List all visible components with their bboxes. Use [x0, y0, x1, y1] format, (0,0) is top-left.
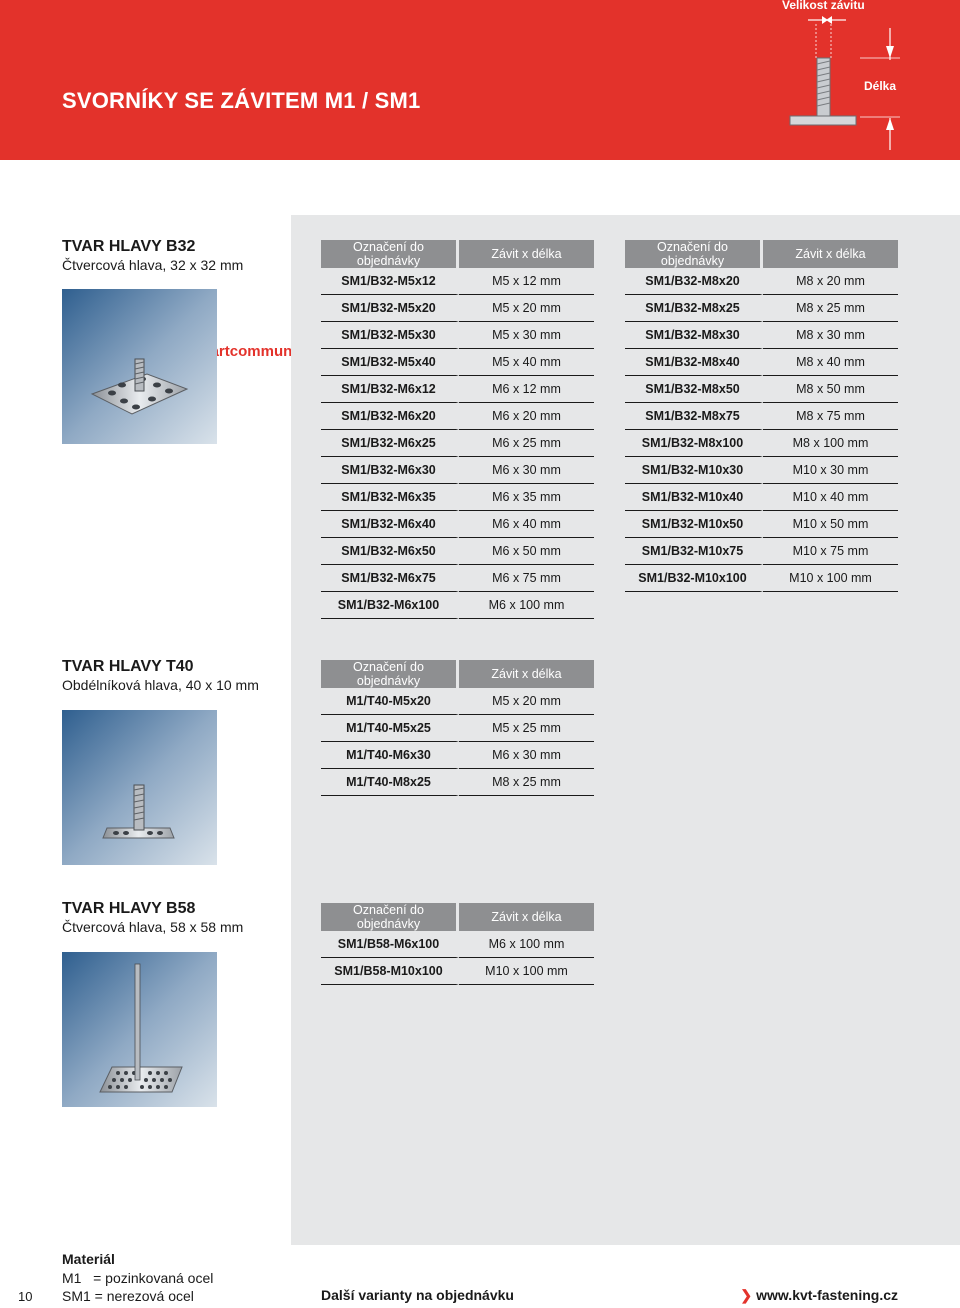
order-code-cell: M1/T40-M5x20: [321, 688, 459, 715]
order-code-cell: SM1/B32-M6x75: [321, 565, 459, 592]
size-cell: M5 x 20 mm: [459, 688, 594, 715]
material-legend: [62, 1250, 213, 1306]
table-row: [321, 511, 594, 538]
order-code-cell: SM1/B32-M6x40: [321, 511, 459, 538]
section-subtitle-t40: Obdélníková hlava, 40 x 10 mm: [62, 677, 259, 693]
size-cell: M6 x 50 mm: [459, 538, 594, 565]
table-row: [625, 430, 898, 457]
header-banner: [0, 0, 960, 160]
table-header-row: [321, 660, 594, 688]
website-link[interactable]: [740, 1287, 898, 1304]
section-title-t40: TVAR HLAVY T40: [62, 658, 194, 675]
3d-data-link[interactable]: http://kvt.partcommunity.com: [133, 343, 344, 360]
order-code-cell: SM1/B32-M10x75: [625, 538, 763, 565]
column-header-code: Označení do objednávky: [625, 240, 763, 268]
column-header-size: Závit x délka: [459, 240, 594, 268]
order-code-cell: SM1/B32-M6x12: [321, 376, 459, 403]
table-header-row: [625, 240, 898, 268]
more-variants-note: Další varianty na objednávku: [321, 1287, 514, 1303]
size-cell: M5 x 25 mm: [459, 715, 594, 742]
order-code-cell: M1/T40-M8x25: [321, 769, 459, 796]
order-code-cell: SM1/B32-M5x30: [321, 322, 459, 349]
material-line-m1: M1 = pozinkovaná ocel: [62, 1269, 214, 1286]
table-row: [625, 403, 898, 430]
order-code-cell: SM1/B32-M10x40: [625, 484, 763, 511]
section-title-b58: TVAR HLAVY B58: [62, 900, 196, 917]
table-row: [321, 742, 594, 769]
table-row: [321, 931, 594, 958]
table-header-row: [321, 903, 594, 931]
order-code-cell: SM1/B32-M5x20: [321, 295, 459, 322]
size-cell: M8 x 20 mm: [763, 268, 898, 295]
table-row: [321, 403, 594, 430]
table-row: [321, 430, 594, 457]
size-cell: M8 x 50 mm: [763, 376, 898, 403]
b58-table: [321, 903, 594, 985]
column-header-size: Závit x délka: [459, 903, 594, 931]
size-cell: M10 x 50 mm: [763, 511, 898, 538]
size-cell: M10 x 30 mm: [763, 457, 898, 484]
bolt-diagram-icon: [760, 0, 960, 160]
column-header-size: Závit x délka: [763, 240, 898, 268]
size-cell: M6 x 100 mm: [459, 592, 594, 619]
table-row: [321, 715, 594, 742]
table-row: [321, 457, 594, 484]
column-header-size: Závit x délka: [459, 660, 594, 688]
b32-table-right: [625, 240, 898, 592]
table-row: [321, 349, 594, 376]
bolt-dimension-diagram: [760, 0, 960, 160]
table-row: [625, 565, 898, 592]
size-cell: M10 x 100 mm: [763, 565, 898, 592]
page-title: SVORNÍKY SE ZÁVITEM M1 / SM1: [62, 88, 421, 113]
order-code-cell: M1/T40-M5x25: [321, 715, 459, 742]
table-row: [321, 268, 594, 295]
table-row: [625, 268, 898, 295]
thread-size-label: Velikost závitu: [782, 0, 865, 12]
column-header-code: Označení do objednávky: [321, 240, 459, 268]
table-row: [321, 688, 594, 715]
table-row: [321, 958, 594, 985]
column-header-code: Označení do objednávky: [321, 903, 459, 931]
table-row: [321, 484, 594, 511]
size-cell: M5 x 12 mm: [459, 268, 594, 295]
order-code-cell: SM1/B58-M10x100: [321, 958, 459, 985]
table-row: [321, 538, 594, 565]
size-cell: M5 x 20 mm: [459, 295, 594, 322]
size-cell: M6 x 25 mm: [459, 430, 594, 457]
length-label: Délka: [864, 79, 897, 93]
table-row: [625, 457, 898, 484]
order-code-cell: SM1/B32-M6x50: [321, 538, 459, 565]
order-code-cell: SM1/B32-M10x100: [625, 565, 763, 592]
order-code-cell: SM1/B32-M8x20: [625, 268, 763, 295]
size-cell: M6 x 30 mm: [459, 457, 594, 484]
table-row: [625, 484, 898, 511]
t40-table: [321, 660, 594, 796]
size-cell: M8 x 25 mm: [763, 295, 898, 322]
size-cell: M8 x 30 mm: [763, 322, 898, 349]
size-cell: M5 x 40 mm: [459, 349, 594, 376]
t40-bolt-photo: [62, 710, 217, 865]
size-cell: M6 x 35 mm: [459, 484, 594, 511]
website-url: www.kvt-fastening.cz: [756, 1287, 898, 1303]
b32-bolt-image-icon: [62, 289, 217, 444]
order-code-cell: SM1/B58-M6x100: [321, 931, 459, 958]
size-cell: M6 x 40 mm: [459, 511, 594, 538]
order-code-cell: SM1/B32-M10x30: [625, 457, 763, 484]
chevron-right-icon: ❯: [740, 1287, 753, 1303]
material-line-sm1: SM1 = nerezová ocel: [62, 1288, 194, 1304]
order-code-cell: SM1/B32-M10x50: [625, 511, 763, 538]
size-cell: M6 x 12 mm: [459, 376, 594, 403]
column-header-code: Označení do objednávky: [321, 660, 459, 688]
order-code-cell: SM1/B32-M6x20: [321, 403, 459, 430]
table-row: [625, 538, 898, 565]
table-row: [321, 565, 594, 592]
size-cell: M8 x 100 mm: [763, 430, 898, 457]
section-subtitle-b58: Čtvercová hlava, 58 x 58 mm: [62, 919, 244, 935]
b58-bolt-image-icon: [62, 952, 217, 1107]
order-code-cell: SM1/B32-M8x30: [625, 322, 763, 349]
size-cell: M5 x 30 mm: [459, 322, 594, 349]
table-header-row: [321, 240, 594, 268]
order-code-cell: SM1/B32-M8x75: [625, 403, 763, 430]
table-row: [321, 322, 594, 349]
order-code-cell: SM1/B32-M8x25: [625, 295, 763, 322]
order-code-cell: M1/T40-M6x30: [321, 742, 459, 769]
order-code-cell: SM1/B32-M8x100: [625, 430, 763, 457]
size-cell: M8 x 25 mm: [459, 769, 594, 796]
table-row: [321, 376, 594, 403]
size-cell: M10 x 75 mm: [763, 538, 898, 565]
table-row: [625, 376, 898, 403]
section-title-b32: TVAR HLAVY B32: [62, 238, 196, 255]
table-row: [625, 295, 898, 322]
size-cell: M6 x 75 mm: [459, 565, 594, 592]
order-code-cell: SM1/B32-M8x50: [625, 376, 763, 403]
t40-bolt-image-icon: [62, 710, 217, 865]
size-cell: M6 x 30 mm: [459, 742, 594, 769]
table-row: [321, 295, 594, 322]
size-cell: M6 x 100 mm: [459, 931, 594, 958]
table-row: [625, 322, 898, 349]
order-code-cell: SM1/B32-M6x25: [321, 430, 459, 457]
table-row: [625, 349, 898, 376]
order-code-cell: SM1/B32-M6x100: [321, 592, 459, 619]
page-number: 10: [18, 1289, 33, 1304]
size-cell: M10 x 100 mm: [459, 958, 594, 985]
table-row: [321, 769, 594, 796]
b32-table-left: [321, 240, 594, 619]
b58-bolt-photo: [62, 952, 217, 1107]
size-cell: M8 x 40 mm: [763, 349, 898, 376]
table-row: [625, 511, 898, 538]
order-code-cell: SM1/B32-M5x40: [321, 349, 459, 376]
order-code-cell: SM1/B32-M6x30: [321, 457, 459, 484]
order-code-cell: SM1/B32-M8x40: [625, 349, 763, 376]
material-title: Materiál: [62, 1251, 115, 1267]
order-code-cell: SM1/B32-M6x35: [321, 484, 459, 511]
section-subtitle-b32: Čtvercová hlava, 32 x 32 mm: [62, 257, 244, 273]
order-code-cell: SM1/B32-M5x12: [321, 268, 459, 295]
table-row: [321, 592, 594, 619]
size-cell: M8 x 75 mm: [763, 403, 898, 430]
size-cell: M10 x 40 mm: [763, 484, 898, 511]
size-cell: M6 x 20 mm: [459, 403, 594, 430]
b32-bolt-photo: [62, 289, 217, 444]
